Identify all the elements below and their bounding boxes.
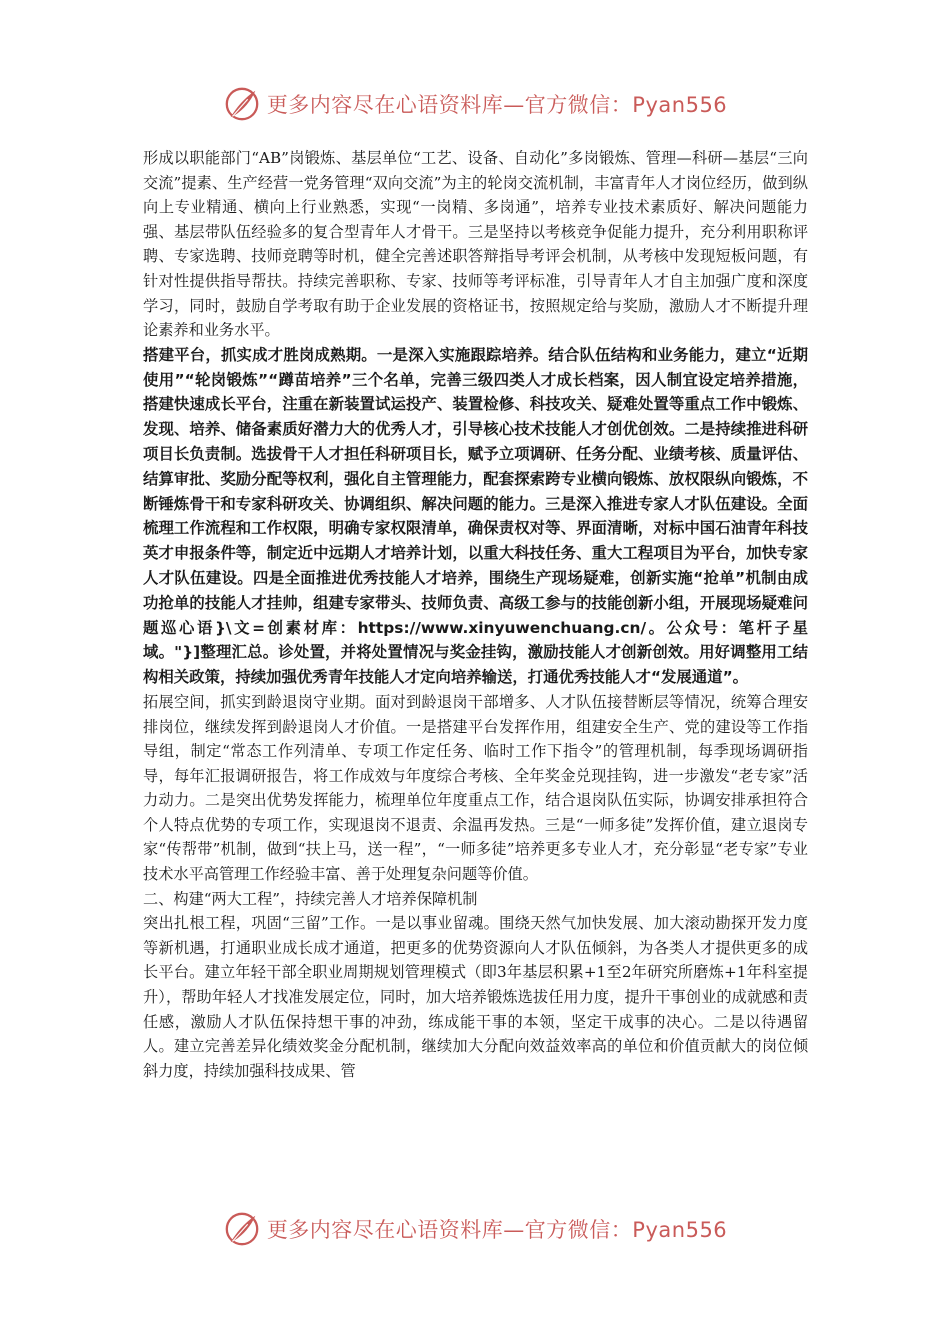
paragraph-2: 搭建平台，抓实成才胜岗成熟期。一是深入实施跟踪培养。结合队伍结构和业务能力，建立“近期使用”“轮岗锻炼”“蹲苗培养”三个名单，完善三级四类人才成长档案，因人制宜设定培养措施，搭建快速成长平台，注重在新装置试运投产、装置检修、科技攻关、疑难处置等重点工作中锻炼、发现、培养、储备素质好潜力大的优秀人才，引导核心技术技能人才创优创效。二是持续推进科研项目长负责制。选拔骨干人才担任科研项目长，赋予立项调研、任务分配、业绩考核、质量评估、结算审批、奖励分配等权利，强化自主管理能力，配套探索跨专业横向锻炼、放权限纵向锻炼，不断锤炼骨干和专家科研攻关、协调组织、解决问题的能力。三是深入推进专家人才队伍建设。全面梳理工作流程和工作权限，明确专家权限清单，确保责权对等、界面清晰，对标中国石油青年科技英才申报条件等，制定近中远期人才培养计划，以重大科技任务、重大工程项目为平台，加快专家人才队伍建设。四是全面推进优秀技能人才培养，围绕生产现场疑难，创新实施“抢单”机制由成功抢单的技能人才挂帅，组建专家带头、技师负责、高级工参与的技能创新小组，开展现场疑难问题巡心语}\文=创素材库：https://www.xinyuwenchuang.cn/。公众号：笔杆子星域。"}]整理汇总。诊处置，并将处置情况与奖金挂钩，激励技能人才创新创效。用好调整用工结构相关政策，持续加强优秀青年技能人才定向培养输送，打通优秀技能人才“发展通道”。 — [143, 345, 808, 687]
header-banner — [0, 82, 950, 126]
footer-banner — [0, 1207, 950, 1251]
document-body — [143, 146, 808, 1083]
feather-pen-logo-icon — [223, 1210, 261, 1248]
paragraph-3: 拓展空间，抓实到龄退岗守业期。面对到龄退岗干部增多、人才队伍接替断层等情况，统筹合理安排岗位，继续发挥到龄退岗人才价值。一是搭建平台发挥作用，组建安全生产、党的建设等工作指导组，制定“常态工作列清单、专项工作定任务、临时工作下指令”的管理机制，每季现场调研指导，每年汇报调研报告，将工作成效与年度综合考核、全年奖金兑现挂钩，进一步激发“老专家”活力动力。二是突出优势发挥能力，梳理单位年度重点工作，结合退岗队伍实际，协调安排承担符合个人特点优势的专项工作，实现退岗不退责、余温再发热。三是“一师多徒”发挥价值，建立退岗专家“传帮带”机制，做到“扶上马，送一程”，“一师多徒”培养更多专业人才，充分彰显“老专家”专业技术水平高管理工作经验丰富、善于处理复杂问题等价值。 — [143, 692, 808, 884]
section-heading: 二、构建“两大工程”，持续完善人才培养保障机制 — [143, 889, 478, 908]
paragraph-4: 突出扎根工程，巩固“三留”工作。一是以事业留魂。围绕天然气加快发展、加大滚动勘探开发力度等新机遇，打通职业成长成才通道，把更多的优势资源向人才队伍倾斜，为各类人才提供更多的成长平台。建立年轻干部全职业周期规划管理模式（即3年基层积累+1至2年研究所磨炼+1年科室提升），帮助年轻人才找准发展定位，同时，加大培养锻炼选拔任用力度，提升干事创业的成就感和责任感，激励人才队伍保持想干事的冲劲，练成能干事的本领，坚定干成事的决心。二是以待遇留人。建立完善差异化绩效奖金分配机制，继续加大分配向效益效率高的单位和价值贡献大的岗位倾斜力度，持续加强科技成果、管 — [143, 914, 808, 1080]
banner-text: 更多内容尽在心语资料库—官方微信：Pyan556 — [266, 93, 728, 117]
feather-pen-logo-icon — [223, 85, 261, 123]
paragraph-1: 形成以职能部门“AB”岗锻炼、基层单位“工艺、设备、自动化”多岗锻炼、管理—科研—基层“三向交流”提素、生产经营一党务管理“双向交流”为主的轮岗交流机制，丰富青年人才岗位经历，做到纵向上专业精通、横向上行业熟悉，实现“一岗精、多岗通”，培养专业技术素质好、解决问题能力强、基层带队伍经验多的复合型青年人才骨干。三是坚持以考核竞争促能力提升，充分利用职称评聘、专家选聘、技师竞聘等时机，健全完善述职答辩指导考评会机制，从考核中发现短板问题，有针对性提供指导帮扶。持续完善职称、专家、技师等考评标准，引导青年人才自主加强广度和深度学习，同时，鼓励自学考取有助于企业发展的资格证书，按照规定给与奖励，激励人才不断提升理论素养和业务水平。 — [143, 149, 808, 340]
banner-text: 更多内容尽在心语资料库—官方微信：Pyan556 — [266, 1218, 728, 1242]
